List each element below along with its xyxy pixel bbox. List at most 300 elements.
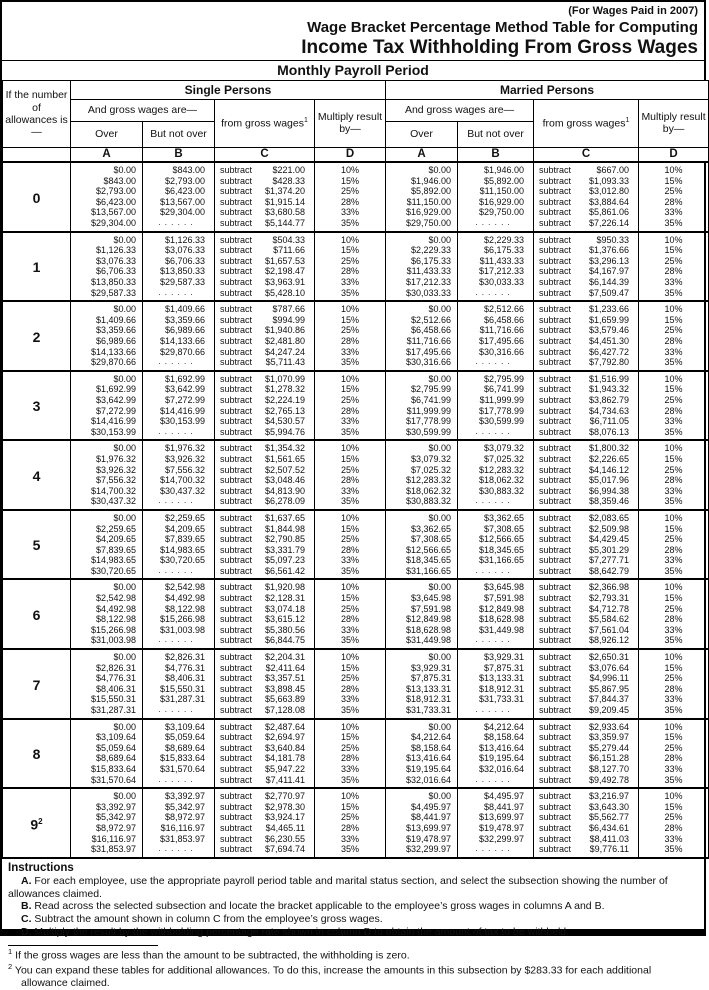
- bracket-row: [3, 186, 709, 197]
- married-rate-value: 28%: [639, 406, 709, 417]
- single-not-over-dots: . . . . . .: [143, 635, 215, 649]
- single-subtract-cell: [215, 256, 315, 267]
- single-subtract-cell: [215, 176, 315, 187]
- allowance-count-label: 0: [3, 162, 71, 232]
- single-over-value: $3,392.97: [71, 802, 143, 813]
- subtract-amount: $1,374.20: [264, 186, 305, 197]
- instructions-heading: Instructions: [8, 861, 74, 874]
- married-rate-value: 35%: [639, 705, 709, 719]
- bracket-row: [3, 454, 709, 465]
- single-subtract-cell: [215, 232, 315, 246]
- single-over-value: $6,423.00: [71, 197, 143, 208]
- subtract-word: subtract: [539, 534, 572, 545]
- married-rate-value: 35%: [639, 775, 709, 789]
- single-over-value: $30,720.65: [71, 566, 143, 580]
- married-rate-value: 33%: [639, 625, 709, 636]
- single-rate-value: 15%: [315, 802, 386, 813]
- subtract-amount: $3,963.91: [264, 277, 305, 288]
- subtract-amount: $5,017.96: [588, 475, 630, 486]
- single-persons-header: Single Persons: [71, 80, 386, 99]
- married-rate-value: 15%: [639, 454, 709, 465]
- married-rate-value: 25%: [639, 186, 709, 197]
- subtract-word: subtract: [539, 357, 572, 368]
- married-not-over-value: $13,699.97: [458, 812, 534, 823]
- single-subtract-cell: [215, 635, 315, 649]
- footnote-2-marker: 2: [8, 962, 13, 971]
- column-letter-c: C: [534, 147, 639, 162]
- married-rate-value: 10%: [639, 162, 709, 176]
- footnote-1-marker: 1: [625, 116, 630, 124]
- married-subtract-cell: [534, 719, 639, 733]
- single-subtract-cell: [215, 406, 315, 417]
- bracket-row: [3, 732, 709, 743]
- single-subtract-cell: [215, 427, 315, 441]
- subtract-amount: $9,209.45: [588, 705, 630, 715]
- subtract-amount: $8,411.03: [589, 833, 630, 844]
- subtract-word: subtract: [220, 277, 253, 288]
- single-not-over-value: $30,437.32: [143, 486, 215, 497]
- married-over-value: $12,283.32: [386, 475, 458, 486]
- married-not-over-value: $7,025.32: [458, 454, 534, 465]
- married-over-value: $3,929.31: [386, 663, 458, 674]
- married-multiply-header: Multiply result by—: [639, 99, 709, 147]
- married-rate-value: 10%: [639, 440, 709, 454]
- married-over-value: $30,316.66: [386, 357, 458, 371]
- bracket-row: [3, 625, 709, 636]
- subtract-word: subtract: [539, 652, 572, 663]
- single-rate-value: 10%: [315, 232, 386, 246]
- subtract-word: subtract: [220, 394, 253, 405]
- subtract-word: subtract: [220, 346, 253, 357]
- single-rate-value: 25%: [315, 186, 386, 197]
- subtract-amount: $1,800.32: [588, 443, 630, 454]
- subtract-word: subtract: [539, 635, 572, 646]
- subtract-word: subtract: [539, 673, 572, 684]
- married-not-over-dots: . . . . . .: [458, 775, 534, 789]
- subtract-word: subtract: [220, 175, 253, 186]
- subtract-amount: $1,070.99: [264, 373, 305, 384]
- married-subtract-cell: [534, 625, 639, 636]
- married-subtract-cell: [534, 510, 639, 524]
- subtract-word: subtract: [539, 475, 572, 486]
- subtract-amount: $2,978.30: [264, 801, 305, 812]
- single-over-value: $3,076.33: [71, 256, 143, 267]
- married-over-value: $31,449.98: [386, 635, 458, 649]
- subtract-amount: $5,584.62: [588, 614, 630, 625]
- subtract-word: subtract: [539, 662, 572, 673]
- bracket-row: [3, 440, 709, 454]
- married-rate-value: 33%: [639, 486, 709, 497]
- married-subtract-cell: [534, 834, 639, 845]
- subtract-amount: $9,776.11: [589, 844, 630, 855]
- subtract-word: subtract: [220, 443, 253, 454]
- subtract-amount: $1,943.32: [588, 384, 630, 395]
- married-not-over-value: $32,299.97: [458, 834, 534, 845]
- married-subtract-cell: [534, 705, 639, 719]
- single-over-value: $6,706.33: [71, 266, 143, 277]
- single-over-value: $4,776.31: [71, 673, 143, 684]
- single-not-over-value: $14,983.65: [143, 545, 215, 556]
- subtract-amount: $8,926.12: [588, 635, 630, 646]
- married-subtract-cell: [534, 347, 639, 358]
- single-over-value: $0.00: [71, 788, 143, 802]
- column-letter-d: D: [315, 147, 386, 162]
- subtract-word: subtract: [539, 801, 572, 812]
- allowances-column-header: If the number of allowances is—: [3, 80, 71, 147]
- subtract-word: subtract: [539, 565, 572, 576]
- subtract-amount: $3,216.97: [588, 791, 630, 802]
- subtract-word: subtract: [539, 791, 572, 802]
- column-letter-a: A: [71, 147, 143, 162]
- single-rate-value: 33%: [315, 694, 386, 705]
- single-over-value: $1,126.33: [71, 245, 143, 256]
- single-subtract-cell: [215, 844, 315, 858]
- subtract-word: subtract: [539, 624, 572, 635]
- subtract-word: subtract: [539, 485, 572, 496]
- single-not-over-value: $8,406.31: [143, 673, 215, 684]
- single-from-gross-wages-header: [215, 99, 315, 147]
- single-over-value: $1,976.32: [71, 454, 143, 465]
- subtract-word: subtract: [220, 774, 253, 785]
- subtract-word: subtract: [220, 207, 253, 218]
- single-rate-value: 25%: [315, 465, 386, 476]
- single-subtract-cell: [215, 510, 315, 524]
- married-subtract-cell: [534, 684, 639, 695]
- married-subtract-cell: [534, 732, 639, 743]
- single-not-over-value: $5,059.64: [143, 732, 215, 743]
- single-subtract-cell: [215, 823, 315, 834]
- allowance-count-label: 3: [3, 371, 71, 441]
- single-not-over-value: $2,542.98: [143, 579, 215, 593]
- married-not-over-value: $6,458.66: [458, 315, 534, 326]
- single-over-value: $15,833.64: [71, 764, 143, 775]
- subtract-amount: $4,530.57: [264, 416, 305, 427]
- bracket-row: [3, 197, 709, 208]
- subtract-amount: $4,712.78: [588, 603, 630, 614]
- document-header: [2, 2, 704, 60]
- single-over-value: $0.00: [71, 301, 143, 315]
- subtract-word: subtract: [220, 512, 253, 523]
- subtract-amount: $6,278.09: [264, 496, 305, 507]
- single-subtract-cell: [215, 764, 315, 775]
- married-not-over-value: $30,316.66: [458, 347, 534, 358]
- married-rate-value: 15%: [639, 384, 709, 395]
- subtract-word: subtract: [539, 426, 572, 437]
- allowance-count-label: 5: [3, 510, 71, 580]
- married-subtract-cell: [534, 593, 639, 604]
- subtract-amount: $2,933.64: [588, 721, 630, 732]
- married-over-value: $19,195.64: [386, 764, 458, 775]
- single-not-over-value: $5,342.97: [143, 802, 215, 813]
- single-rate-value: 25%: [315, 673, 386, 684]
- single-not-over-value: $29,304.00: [143, 207, 215, 218]
- married-subtract-cell: [534, 357, 639, 371]
- married-over-value: $32,016.64: [386, 775, 458, 789]
- married-over-header: Over: [386, 121, 458, 147]
- single-subtract-cell: [215, 384, 315, 395]
- subtract-amount: $2,481.80: [264, 336, 305, 346]
- subtract-amount: $1,233.66: [588, 304, 630, 315]
- allowance-count-label: 6: [3, 579, 71, 649]
- married-subtract-cell: [534, 465, 639, 476]
- footnote-1-marker: 1: [8, 946, 13, 956]
- single-subtract-cell: [215, 371, 315, 385]
- married-over-value: $4,212.64: [386, 732, 458, 743]
- single-rate-value: 33%: [315, 416, 386, 427]
- married-rate-value: 15%: [639, 245, 709, 256]
- bracket-row: [3, 545, 709, 556]
- married-rate-value: 25%: [639, 743, 709, 754]
- single-subtract-cell: [215, 694, 315, 705]
- subtract-word: subtract: [539, 287, 572, 298]
- single-rate-value: 35%: [315, 218, 386, 232]
- single-over-value: $29,587.33: [71, 288, 143, 302]
- bracket-row: [3, 534, 709, 545]
- single-not-over-value: $4,492.98: [143, 593, 215, 604]
- single-subtract-cell: [215, 486, 315, 497]
- subtract-amount: $5,380.56: [264, 624, 305, 635]
- subtract-amount: $5,428.10: [264, 287, 305, 298]
- married-over-value: $7,875.31: [386, 673, 458, 684]
- married-over-value: $3,079.32: [386, 454, 458, 465]
- subtract-word: subtract: [220, 373, 253, 384]
- married-over-value: $6,458.66: [386, 325, 458, 336]
- subtract-word: subtract: [220, 763, 253, 774]
- single-rate-value: 33%: [315, 555, 386, 566]
- subtract-amount: $8,127.70: [588, 763, 630, 774]
- bracket-row: [3, 395, 709, 406]
- bracket-row: [3, 336, 709, 347]
- subtract-amount: $5,663.89: [264, 694, 305, 705]
- subtract-amount: $8,359.46: [588, 496, 630, 507]
- married-over-value: $6,741.99: [386, 395, 458, 406]
- single-not-over-value: $2,259.65: [143, 510, 215, 524]
- single-not-over-value: $6,706.33: [143, 256, 215, 267]
- married-subtract-cell: [534, 277, 639, 288]
- married-subtract-cell: [534, 197, 639, 208]
- single-rate-value: 33%: [315, 834, 386, 845]
- married-rate-value: 28%: [639, 266, 709, 277]
- married-subtract-cell: [534, 336, 639, 347]
- subtract-amount: $1,659.99: [588, 314, 630, 325]
- subtract-amount: $3,898.45: [264, 683, 305, 694]
- subtract-amount: $428.33: [272, 175, 305, 186]
- single-rate-value: 28%: [315, 475, 386, 486]
- single-over-value: $13,850.33: [71, 277, 143, 288]
- subtract-amount: $7,277.71: [588, 555, 630, 566]
- single-over-value: $14,133.66: [71, 347, 143, 358]
- subtract-amount: $3,884.64: [588, 196, 630, 207]
- single-subtract-cell: [215, 743, 315, 754]
- married-rate-value: 33%: [639, 694, 709, 705]
- single-subtract-cell: [215, 301, 315, 315]
- married-not-over-value: $30,599.99: [458, 416, 534, 427]
- subtract-amount: $1,354.32: [264, 443, 305, 454]
- allowance-count-label: 4: [3, 440, 71, 510]
- bracket-row: [3, 371, 709, 385]
- married-rate-value: 15%: [639, 663, 709, 674]
- subtract-word: subtract: [539, 742, 572, 753]
- married-not-over-value: $2,795.99: [458, 371, 534, 385]
- single-rate-value: 35%: [315, 635, 386, 649]
- married-rate-value: 35%: [639, 288, 709, 302]
- married-over-value: $30,599.99: [386, 427, 458, 441]
- single-subtract-cell: [215, 347, 315, 358]
- single-subtract-cell: [215, 593, 315, 604]
- bracket-row: [3, 347, 709, 358]
- subtract-word: subtract: [539, 523, 572, 534]
- subtract-word: subtract: [539, 774, 572, 785]
- single-subtract-cell: [215, 802, 315, 813]
- single-subtract-cell: [215, 625, 315, 636]
- married-not-over-value: $17,495.66: [458, 336, 534, 347]
- single-rate-value: 15%: [315, 732, 386, 743]
- document-title-line1: Wage Bracket Percentage Method Table for Computing: [307, 18, 698, 36]
- married-over-value: $18,628.98: [386, 625, 458, 636]
- single-rate-value: 33%: [315, 207, 386, 218]
- married-subtract-cell: [534, 743, 639, 754]
- subtract-word: subtract: [220, 416, 253, 427]
- subtract-amount: $1,093.33: [588, 175, 630, 186]
- married-over-value: $31,166.65: [386, 566, 458, 580]
- single-rate-value: 10%: [315, 788, 386, 802]
- married-rate-value: 28%: [639, 684, 709, 695]
- allowance-count-label: $9^2$: [3, 788, 71, 858]
- bracket-row: [3, 176, 709, 187]
- subtract-word: subtract: [539, 384, 572, 395]
- bracket-row: [3, 245, 709, 256]
- single-over-value: $15,266.98: [71, 625, 143, 636]
- married-subtract-cell: [534, 496, 639, 510]
- married-subtract-cell: [534, 604, 639, 615]
- married-gross-wages-header: And gross wages are—: [386, 99, 534, 121]
- single-rate-value: 33%: [315, 625, 386, 636]
- married-not-over-value: $17,212.33: [458, 266, 534, 277]
- married-not-over-value: $7,308.65: [458, 524, 534, 535]
- married-not-over-value: $30,883.32: [458, 486, 534, 497]
- document-title-line2: Income Tax Withholding From Gross Wages: [301, 36, 698, 58]
- bracket-row: [3, 694, 709, 705]
- single-rate-value: 15%: [315, 524, 386, 535]
- subtract-word: subtract: [220, 635, 253, 646]
- married-subtract-cell: [534, 694, 639, 705]
- single-not-over-dots: . . . . . .: [143, 566, 215, 580]
- married-over-value: $12,566.65: [386, 545, 458, 556]
- bracket-row: [3, 673, 709, 684]
- subtract-word: subtract: [220, 325, 253, 336]
- subtract-word: subtract: [539, 593, 572, 604]
- married-rate-value: 28%: [639, 614, 709, 625]
- bracket-row: [3, 510, 709, 524]
- footnote-1: $^1$ If the gross wages are less than the amount to be subtracted, the withholding is zero.: [8, 946, 410, 962]
- married-persons-header: Married Persons: [386, 80, 709, 99]
- married-not-over-value: $31,733.31: [458, 694, 534, 705]
- bracket-row: [3, 579, 709, 593]
- married-not-over-value: $16,929.00: [458, 197, 534, 208]
- married-over-value: $8,441.97: [386, 812, 458, 823]
- single-over-value: $843.00: [71, 176, 143, 187]
- married-subtract-cell: [534, 440, 639, 454]
- subtract-amount: $5,144.77: [264, 218, 305, 229]
- instruction-a: A. For each employee, use the appropriate payroll period table and marital status section, and select the subsection showing the number of allowances claimed.: [8, 874, 668, 900]
- single-over-value: $3,109.64: [71, 732, 143, 743]
- single-subtract-cell: [215, 245, 315, 256]
- subtract-word: subtract: [220, 165, 253, 176]
- married-rate-value: 25%: [639, 673, 709, 684]
- married-over-value: $11,433.33: [386, 266, 458, 277]
- married-not-over-value: $4,495.97: [458, 788, 534, 802]
- married-not-over-dots: . . . . . .: [458, 496, 534, 510]
- subtract-amount: $5,562.77: [588, 812, 630, 823]
- married-not-over-value: $3,929.31: [458, 649, 534, 663]
- subtract-amount: $1,637.65: [264, 512, 305, 523]
- subtract-amount: $5,861.06: [588, 207, 630, 218]
- subtract-word: subtract: [220, 652, 253, 663]
- subtract-word: subtract: [220, 721, 253, 732]
- single-subtract-cell: [215, 454, 315, 465]
- single-over-value: $1,692.99: [71, 384, 143, 395]
- bracket-row: [3, 288, 709, 302]
- subtract-word: subtract: [539, 196, 572, 207]
- single-rate-value: 25%: [315, 534, 386, 545]
- single-subtract-cell: [215, 534, 315, 545]
- subtract-word: subtract: [539, 614, 572, 625]
- subtract-word: subtract: [539, 683, 572, 694]
- married-rate-value: 25%: [639, 812, 709, 823]
- subtract-amount: $2,128.31: [264, 593, 305, 604]
- single-not-over-value: $2,826.31: [143, 649, 215, 663]
- single-over-value: $1,409.66: [71, 315, 143, 326]
- single-subtract-cell: [215, 162, 315, 176]
- married-not-over-dots: . . . . . .: [458, 427, 534, 441]
- subtract-word: subtract: [539, 346, 572, 357]
- single-not-over-value: $31,570.64: [143, 764, 215, 775]
- married-subtract-cell: [534, 162, 639, 176]
- single-rate-value: 33%: [315, 277, 386, 288]
- subtract-amount: $6,844.75: [264, 635, 305, 646]
- married-not-over-value: $31,166.65: [458, 555, 534, 566]
- subtract-amount: $1,915.14: [264, 196, 305, 207]
- subtract-amount: $2,204.31: [264, 652, 305, 663]
- subtract-amount: $5,867.95: [588, 683, 630, 694]
- married-rate-value: 10%: [639, 232, 709, 246]
- single-over-value: $15,550.31: [71, 694, 143, 705]
- married-rate-value: 33%: [639, 834, 709, 845]
- married-over-value: $0.00: [386, 579, 458, 593]
- footnote-2: $^2$ You can expand these tables for additional allowances. To do this, increase the amounts in this subsection by $283.33 for each additional allowance claimed.: [8, 962, 652, 990]
- subtract-amount: $8,642.79: [588, 565, 630, 576]
- single-rate-value: 25%: [315, 743, 386, 754]
- single-rate-value: 10%: [315, 579, 386, 593]
- single-over-value: $0.00: [71, 579, 143, 593]
- single-subtract-cell: [215, 788, 315, 802]
- subtract-amount: $5,301.29: [588, 544, 630, 555]
- bracket-row: [3, 604, 709, 615]
- married-not-over-value: $3,645.98: [458, 579, 534, 593]
- single-subtract-cell: [215, 266, 315, 277]
- bracket-row: [3, 218, 709, 232]
- bracket-row: [3, 753, 709, 764]
- bracket-row: [3, 743, 709, 754]
- single-not-over-value: $8,689.64: [143, 743, 215, 754]
- bracket-row: [3, 315, 709, 326]
- single-rate-value: 15%: [315, 245, 386, 256]
- married-rate-value: 10%: [639, 788, 709, 802]
- single-rate-value: 28%: [315, 614, 386, 625]
- married-over-value: $13,416.64: [386, 753, 458, 764]
- subtract-amount: $5,097.23: [264, 555, 305, 566]
- subtract-amount: $6,994.38: [588, 485, 630, 496]
